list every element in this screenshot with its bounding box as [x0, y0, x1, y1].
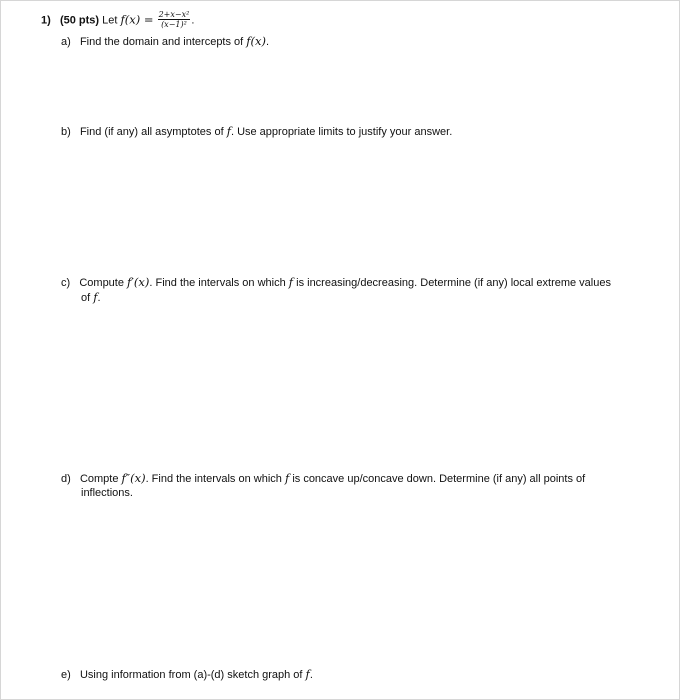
part-a-math: f(x) [246, 34, 266, 48]
problem-number: 1) [41, 14, 51, 27]
part-e-end: . [309, 669, 313, 681]
part-a-label: a) [61, 36, 71, 48]
function-fraction [158, 10, 191, 29]
part-c-text: Compute [79, 277, 124, 289]
part-d-math-2: f [284, 471, 290, 485]
part-a-text: Find the domain and intercepts of [79, 36, 244, 48]
part-e-math: f [305, 667, 310, 681]
fraction-numerator: 2+x−x² [158, 10, 190, 19]
part-c-text-3: is increasing/decreasing. Determine (if any) local extreme values [296, 277, 611, 289]
problem-header [41, 11, 194, 30]
part-c-line2-text: of [81, 292, 91, 304]
part-c-line2-math: f [93, 290, 98, 304]
part-e-text: Using information from (a)-(d) sketch graph of [79, 669, 303, 681]
fraction-denominator: (x−1)² [161, 20, 187, 29]
part-b [61, 124, 452, 139]
part-c-math: f′(x) [127, 275, 150, 289]
part-d-text: Compte [79, 473, 119, 485]
part-d-label: d) [61, 473, 71, 485]
part-d-line2-text: inflections. [81, 487, 133, 499]
problem-intro: Let [102, 14, 118, 27]
part-b-math: f [226, 124, 231, 138]
part-b-label: b) [61, 126, 71, 138]
problem-points: (50 pts) [59, 14, 100, 27]
part-c-line2-end: . [97, 292, 101, 304]
part-c-label: c) [61, 277, 71, 289]
part-d-line2 [81, 486, 133, 500]
part-a [61, 34, 269, 49]
part-d-text-3: is concave up/concave down. Determine (if any) all points of [292, 473, 586, 485]
part-b-text: Find (if any) all asymptotes of [79, 126, 224, 138]
part-c-text-2: . Find the intervals on which [149, 277, 286, 289]
function-lhs: f(x) = [120, 12, 154, 27]
part-e-label: e) [61, 669, 71, 681]
part-d-math: f″(x) [121, 471, 146, 485]
part-e [61, 667, 313, 682]
problem-end: . [191, 14, 195, 27]
part-a-end: . [266, 36, 270, 48]
part-d [61, 471, 585, 486]
part-c [61, 275, 611, 290]
part-c-math-2: f [288, 275, 294, 289]
part-d-text-2: . Find the intervals on which [145, 473, 282, 485]
part-b-end: . Use appropriate limits to justify your answer. [230, 126, 453, 138]
part-c-line2 [81, 290, 101, 305]
